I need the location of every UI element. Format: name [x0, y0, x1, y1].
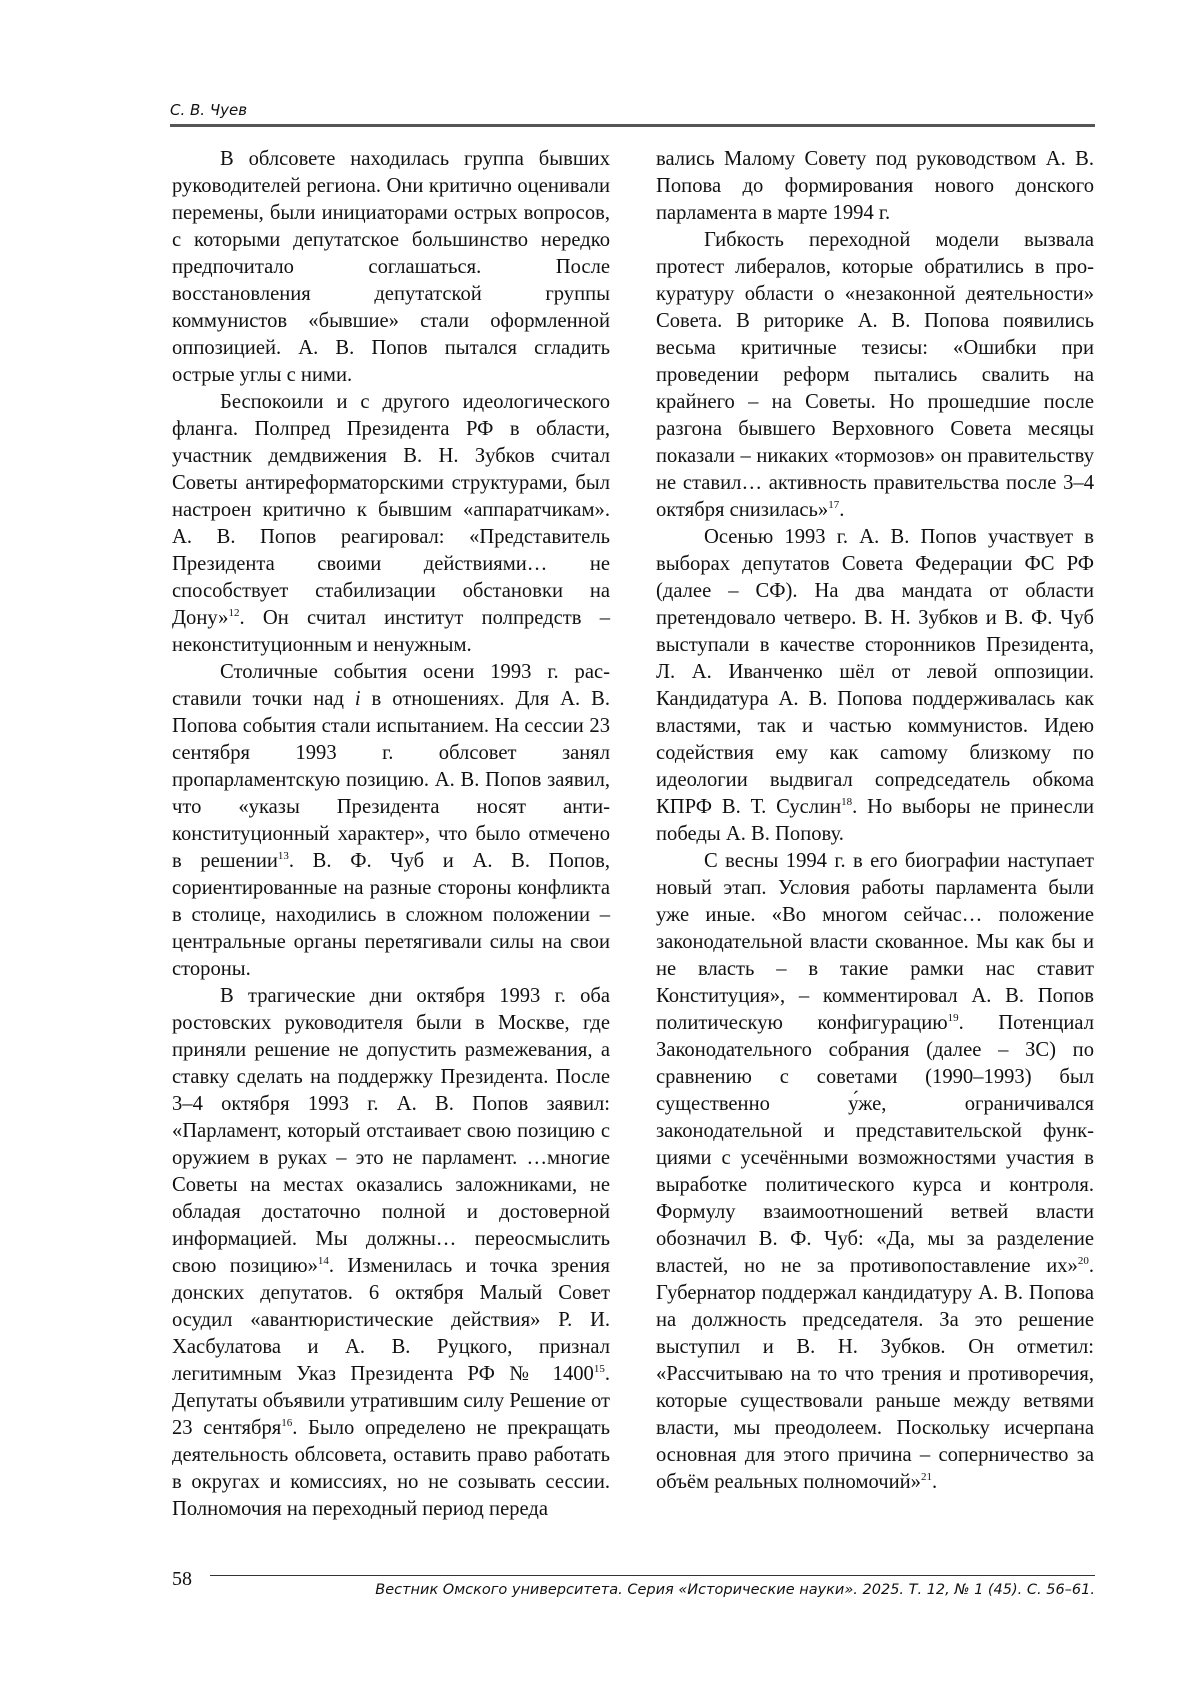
paragraph — [656, 227, 1094, 524]
paragraph-text: Столичные события осени 1993 г. расставили точки над — [172, 661, 610, 710]
footnote-ref: 14 — [317, 1255, 329, 1267]
paragraph — [172, 659, 610, 983]
page-number: 58 — [172, 1568, 192, 1590]
footnote-ref: 16 — [281, 1417, 293, 1429]
paragraph-text: Осенью 1993 г. А. В. Попов участвует в выборах депутатов Совета Федерации ФС РФ (далее – СФ). На два мандата от области претендовало четверо. В. Н. Зубков и В. Ф. Чуб выступали в качестве сторонников Президента, Л. А. Иванченко шёл от левой оппозиции. Кандидатура А. В. Попова поддерживалась как властями, так и частью коммунистов. Идею содействия ему как саmому близкому по идеологии выдвигал сопредседатель обкома КПРФ В. Т. Суслин — [656, 526, 1094, 818]
paragraph-text: Беспокоили и с другого идеологического фланга. Полпред Президента РФ в области, участник демдвижения В. Н. Зубков считал Советы антиреформаторскими структурами, был настроен критично к бывшим «аппаратчикам». А. В. Попов реагировал: «Представитель Президента своими действиями… не способствует стабилизации обстановки на Дону» — [172, 391, 610, 629]
footnote-ref: 18 — [841, 796, 853, 808]
paragraph-text: . — [839, 499, 845, 521]
left-column — [172, 146, 610, 1523]
paragraph-text: . Но выборы не принесли победы А. В. Попову. — [656, 796, 1094, 845]
paragraph-text: Гибкость переходной модели вызвала протест либералов, которые обратились в прокуратуру области о «незаконной деятельности» Совета. В риторике А. В. Попова появились весьма критичные тезисы: «Ошибки при проведении реформ пытались свалить на крайнего – на Советы. Но прошедшие после разгона бывшего Верховного Совета месяцы показали – никаких «тормозов» он правительству не ставил… активность правительства после 3–4 октября снизилась» — [656, 229, 1094, 521]
paragraph-continued — [656, 146, 1094, 227]
footnote-ref: 17 — [828, 499, 840, 511]
header-rule — [170, 124, 1095, 127]
footnote-ref: 15 — [593, 1363, 605, 1375]
paragraph-text: В облсовете находилась группа бывших руководителей региона. Они критично оценивали перемены, были инициаторами острых вопросов, с которыми депутатское большинство нередко предпочитало соглашаться. После восстановления депутатской группы коммунистов «бывшие» стали оформленной оппозицией. А. В. Попов пытался сгладить острые углы с ними. — [172, 148, 610, 386]
paragraph — [656, 524, 1094, 848]
paragraph-text: . Депутаты объявили утратившим силу Решение от 23 сентября — [172, 1363, 610, 1439]
paragraph — [172, 146, 610, 389]
footnote-ref: 20 — [1077, 1255, 1089, 1267]
paragraph-text: . Изменилась и точка зрения донских депутатов. 6 октября Малый Совет осудил «авантюристические действия» Р. И. Хасбулатова и А. В. Руцкого, признал легитимным Указ Президента РФ № 1400 — [172, 1255, 610, 1385]
paragraph-text: . Он считал институт полпредств – неконституционным и ненужным. — [172, 607, 610, 656]
italic-letter: i — [354, 688, 361, 710]
paragraph-text: . — [931, 1471, 938, 1493]
paragraph — [656, 848, 1094, 1496]
paragraph — [172, 389, 610, 659]
footnote-ref: 12 — [228, 607, 240, 619]
paragraph-text: вались Малому Совету под руководством А. В. Попова до формирования нового донского парламента в марте 1994 г. — [656, 148, 1094, 224]
paragraph-text: В трагические дни октября 1993 г. оба ростовских руководителя были в Москве, где приняли решение не допустить размежевания, а ставку сделать на поддержку Президента. После 3–4 октября 1993 г. А. В. Попов заявил: «Парламент, который отстаивает свою позицию с оружием в руках – это не парламент. …многие Советы на местах оказались заложниками, не обладая достаточно полной и достоверной информацией. Мы должны… переосмыслить свою позицию» — [172, 985, 610, 1277]
paragraph-text: С весны 1994 г. в его биографии наступает новый этап. Условия работы парламента были уже иные. «Во многом сейчас… положение законодательной власти скованное. Мы как бы и не власть – в такие рамки нас ставит Конституция», – комментировал А. В. Попов политическую конфигурацию — [656, 850, 1094, 1034]
footnote-ref: 21 — [920, 1471, 932, 1483]
running-head-author: С. В. Чуев — [170, 101, 248, 119]
paragraph — [172, 983, 610, 1523]
paragraph-text: . Было определено не прекращать деятельность облсовета, оставить право работать в округах и комиссиях, но не созывать сессии. Полномочия на переходный период переда — [172, 1417, 610, 1520]
journal-citation: Вестник Омского университета. Серия «Исторические науки». 2025. Т. 12, № 1 (45). С. 56–61. — [375, 1582, 1095, 1598]
footnote-ref: 19 — [947, 1012, 959, 1024]
paragraph-text: . В. Ф. Чуб и А. В. Попов, сориентированные на разные стороны конфликта в столице, находились в сложном положении – центральные органы перетягивали силы на свои стороны. — [172, 850, 610, 980]
paragraph-text: . Потенциал Законодательного собрания (далее – ЗС) по сравнению с советами (1990–1993) был существенно у́же, ограничивался законодательной и представительской функциями с усечёнными возможностями участия в выработке политического курса и контроля. Формулу взаимоотношений ветвей власти обозначил В. Ф. Чуб: «Да, мы за разделение властей, но не за противопоставление их» — [656, 1012, 1094, 1277]
right-column — [656, 146, 1094, 1496]
paragraph-text: . Губернатор поддержал кандидатуру А. В. Попова на должность председателя. За это решение выступил и В. Н. Зубков. Он отметил: «Рассчитываю на то что трения и противоречия, которые существовали раньше между ветвями власти, мы преодолеем. Поскольку исчерпана основная для этого причина – соперничество за объём реальных полномочий» — [656, 1255, 1094, 1493]
footnote-ref: 13 — [277, 850, 289, 862]
paragraph-text: в отношениях. Для А. В. Попова события стали испытанием. На сессии 23 сентября 1993 г. облсовет занял пропарламентскую позицию. А. В. Попов заявил, что «указы Президента носят антиконституционный характер», что было отмечено в решении — [172, 688, 610, 872]
footer-rule — [210, 1575, 1095, 1576]
